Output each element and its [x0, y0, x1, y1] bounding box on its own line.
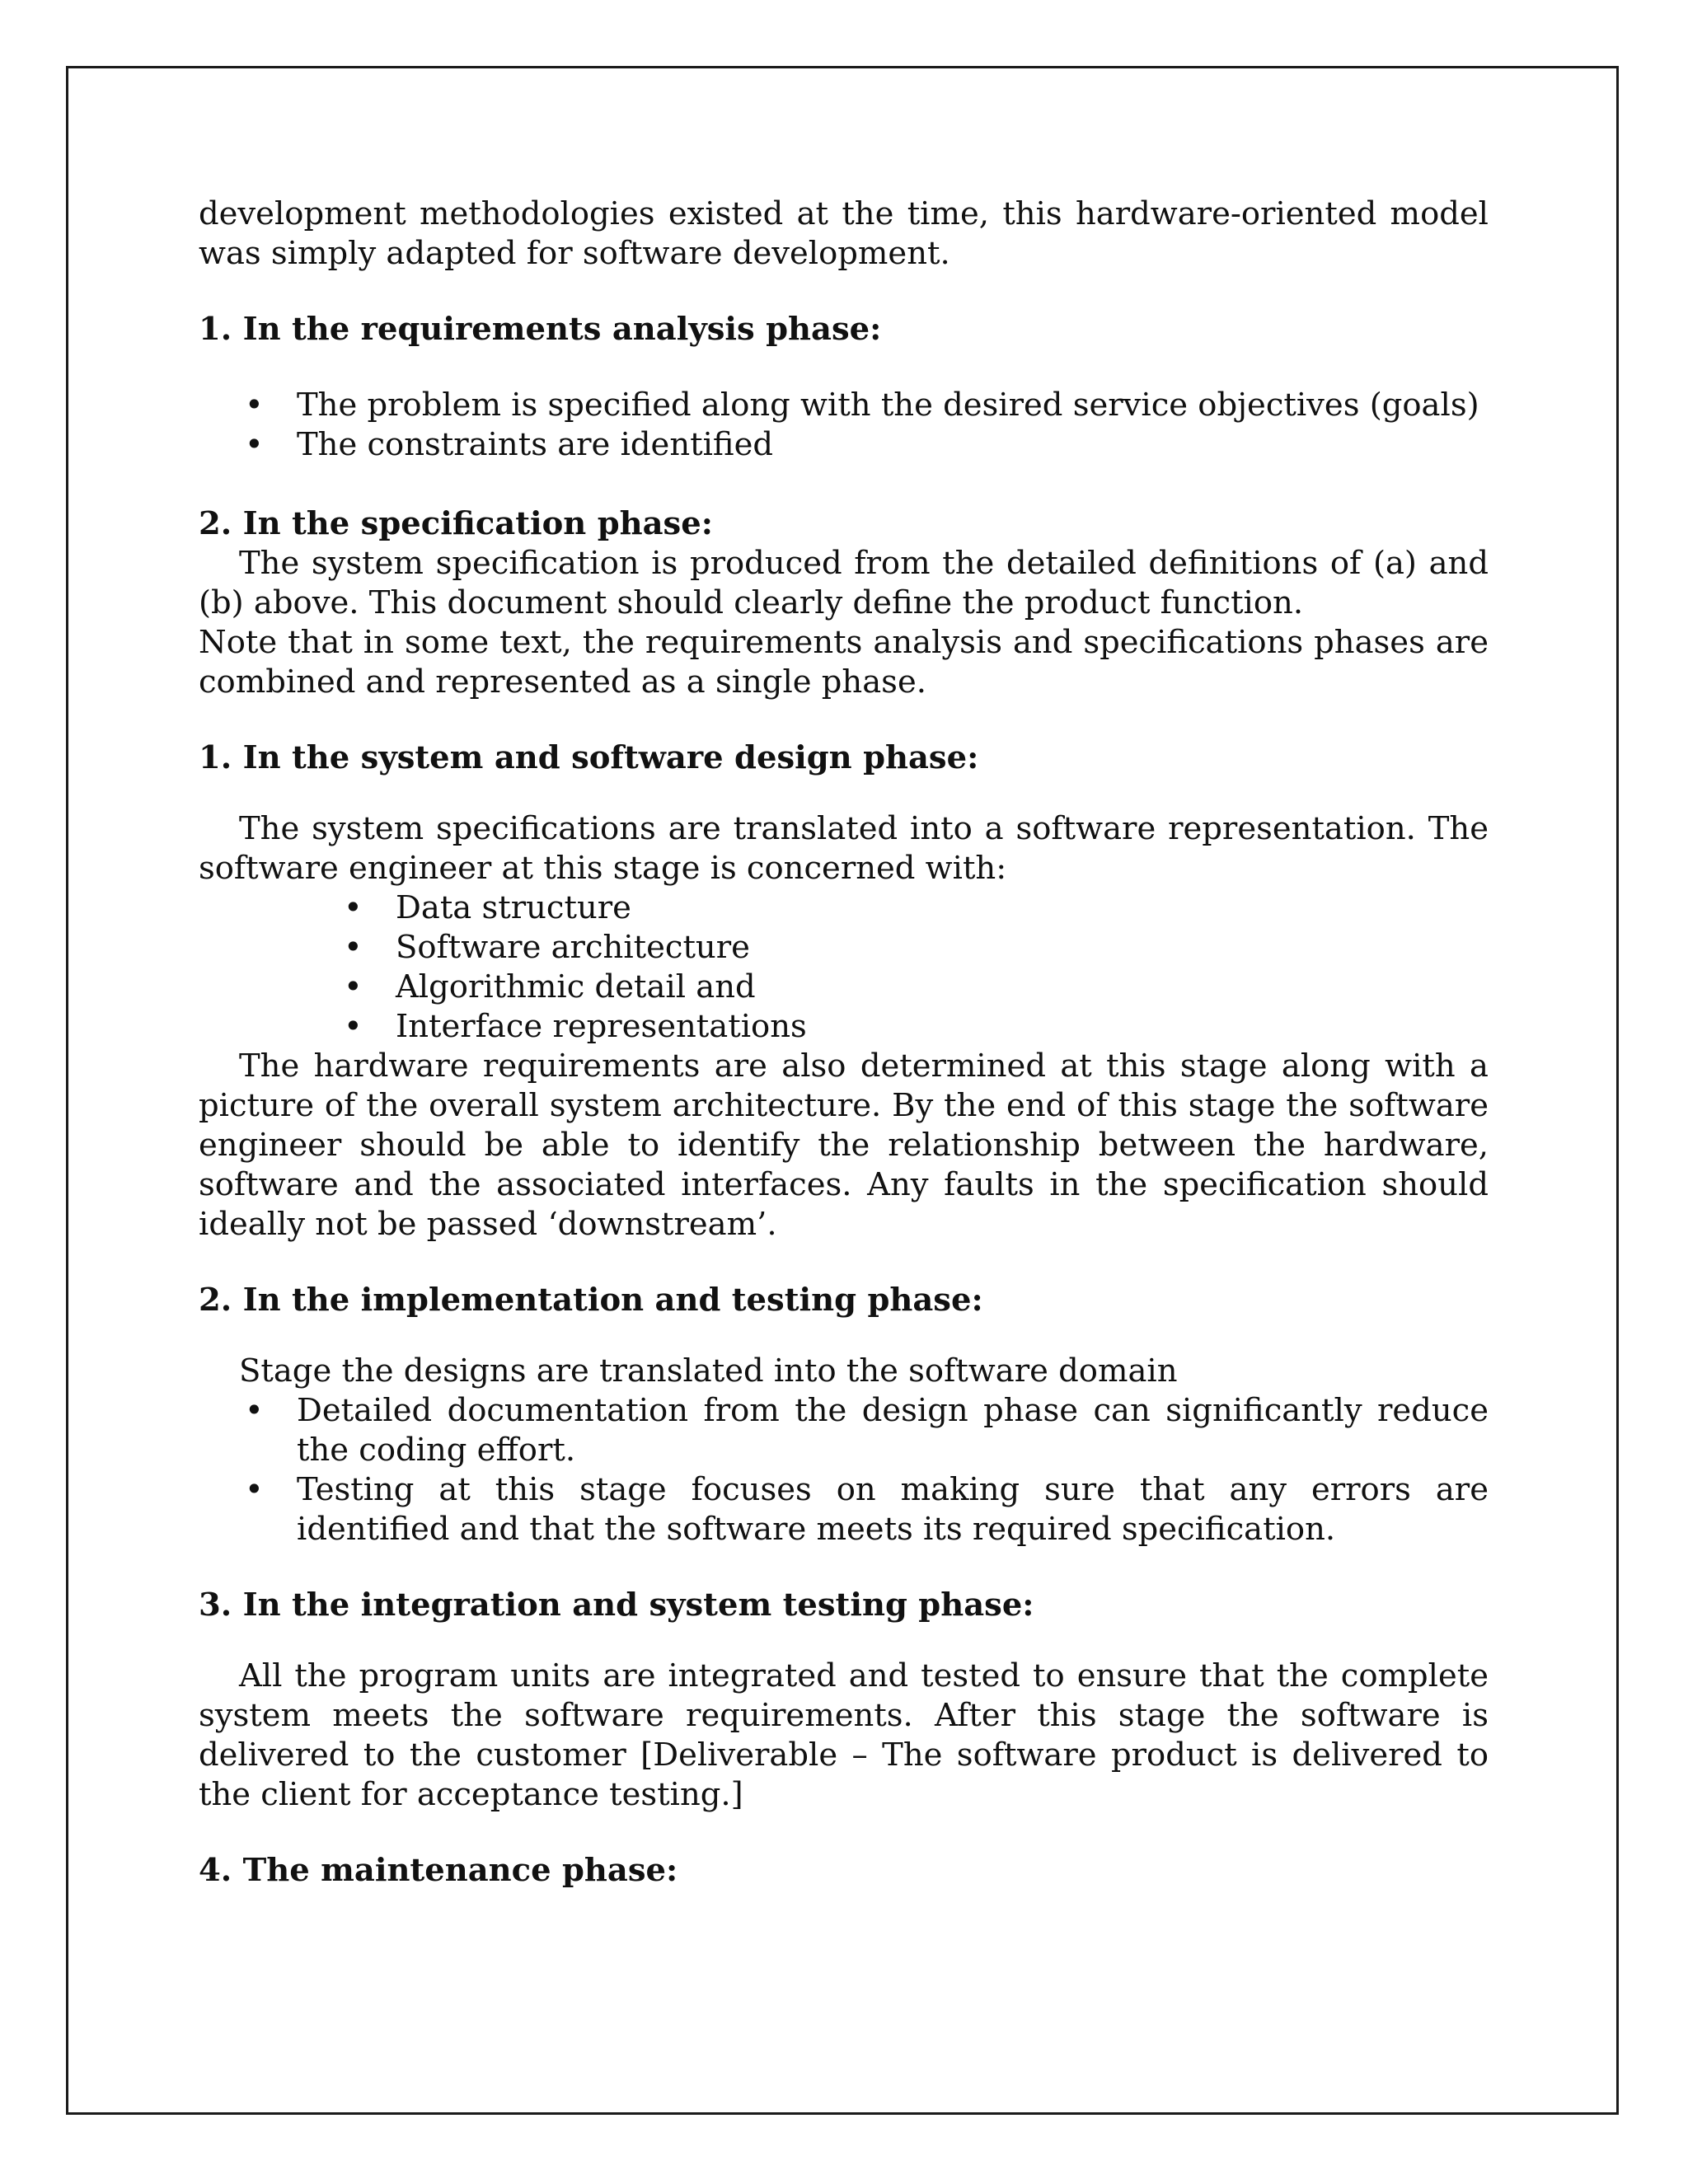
requirements-heading: 1. In the requirements analysis phase: — [199, 311, 882, 348]
list-item-text: The problem is specified along with the desired service objectives (goals) — [297, 387, 1479, 424]
design-paragraph-2: The hardware requirements are also determined at this stage along with a picture of the overall system architecture. By the end of this stage the software engineer should be able to identify the relationship between the hardware, software and the associated interfaces. Any faults in the specification should ideally not be passed ‘downstream’. — [199, 1047, 1489, 1243]
bullet-icon: • — [245, 387, 264, 424]
list-item-text: The constraints are identified — [297, 426, 774, 463]
list-item-text: Testing at this stage focuses on making sure that any errors are identified and that the software meets its required specification. — [297, 1471, 1489, 1548]
list-item — [199, 928, 1489, 968]
bullet-icon: • — [245, 1392, 264, 1429]
bullet-icon: • — [344, 889, 363, 926]
list-item — [199, 386, 1489, 425]
requirements-list — [199, 386, 1489, 465]
intro-paragraph: development methodologies existed at the time, this hardware-oriented model was simply adapted for software development. — [199, 195, 1489, 272]
design-list — [199, 888, 1489, 1047]
design-heading: 1. In the system and software design phase: — [199, 739, 979, 776]
list-item — [199, 968, 1489, 1007]
bullet-icon: • — [245, 1471, 264, 1508]
implementation-paragraph: Stage the designs are translated into the software domain — [239, 1352, 1178, 1390]
list-item-text: Detailed documentation from the design phase can significantly reduce the coding effort. — [297, 1392, 1489, 1469]
integration-heading: 3. In the integration and system testing phase: — [199, 1586, 1034, 1624]
bullet-icon: • — [344, 1008, 363, 1045]
list-item — [199, 1470, 1489, 1549]
list-item — [199, 425, 1489, 465]
bullet-icon: • — [344, 929, 363, 966]
list-item-text: Data structure — [396, 889, 631, 926]
integration-paragraph: All the program units are integrated and tested to ensure that the complete system meets the software requirements. After this stage the software is delivered to the customer [Deliverable – The software product is delivered to the client for acceptance testing.] — [199, 1657, 1489, 1813]
maintenance-heading: 4. The maintenance phase: — [199, 1852, 678, 1889]
list-item-text: Software architecture — [396, 929, 750, 966]
design-paragraph: The system specifications are translated into a software representation. The software engineer at this stage is concerned with: — [199, 810, 1489, 887]
bullet-icon: • — [245, 426, 264, 463]
document-body — [199, 194, 1489, 1891]
implementation-heading: 2. In the implementation and testing phase: — [199, 1282, 983, 1319]
specification-paragraph: The system specification is produced from the detailed definitions of (a) and (b) above. This document should clearly define the product function. — [199, 545, 1489, 621]
list-item-text: Interface representations — [396, 1008, 807, 1045]
specification-heading: 2. In the specification phase: — [199, 505, 713, 542]
bullet-icon: • — [344, 968, 363, 1005]
list-item-text: Algorithmic detail and — [396, 968, 756, 1005]
list-item — [199, 1007, 1489, 1047]
implementation-list — [199, 1391, 1489, 1549]
specification-note: Note that in some text, the requirements analysis and specifications phases are combined and represented as a single phase. — [199, 624, 1489, 701]
list-item — [199, 888, 1489, 928]
list-item — [199, 1391, 1489, 1470]
